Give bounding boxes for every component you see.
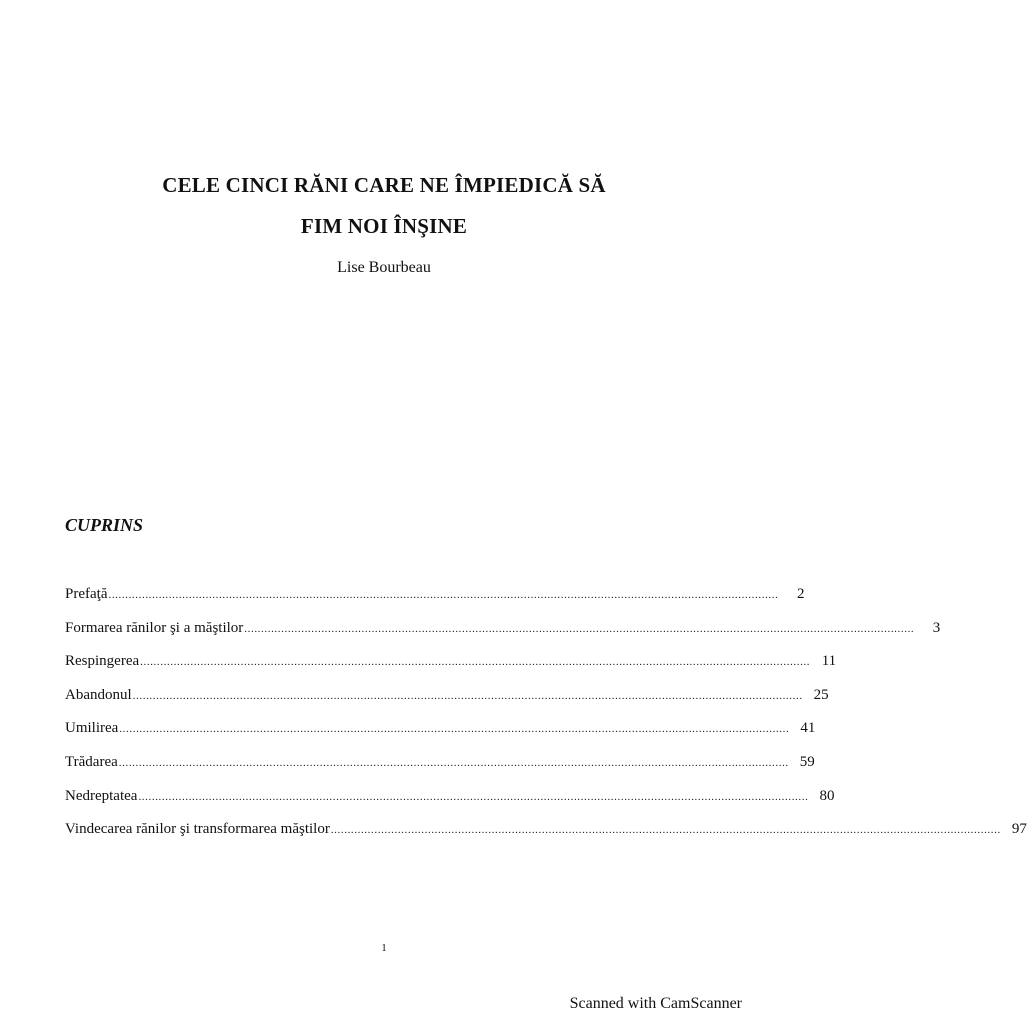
toc-entry [65,786,835,820]
document-author: Lise Bourbeau [337,259,431,276]
toc-entry-label: Respingerea [65,653,140,670]
toc-entry [65,584,805,618]
toc-entry-label: Nedreptatea [65,787,138,804]
toc-leader-dots: ........................................................................................................................................................................................................ [108,589,779,601]
toc-entry [65,752,815,786]
toc-entry-label: Vindecarea rănilor şi transformarea măştilor [65,821,330,838]
table-of-contents [65,584,1027,853]
toc-leader-dots: ........................................................................................................................................................................................................ [119,723,790,736]
toc-entry-page: 41 [800,720,816,737]
toc-entry-page: 2 [796,586,805,602]
toc-leader-dots: ........................................................................................................................................................................................................ [330,824,1001,837]
toc-entry-label: Prefaţă [65,586,108,602]
toc-leader-dots: ........................................................................................................................................................................................................ [138,790,809,803]
toc-leader-dots: ........................................................................................................................................................................................................ [140,656,811,669]
toc-entry-page: 11 [821,653,837,670]
toc-leader-dots: ........................................................................................................................................................................................................ [118,756,789,769]
page-number: 1 [381,942,387,954]
toc-entry [65,718,816,752]
toc-heading: CUPRINS [65,515,144,535]
toc-entry-page: 59 [799,753,815,770]
toc-entry-label: Formarea rănilor şi a măştilor [65,619,244,636]
toc-entry-label: Umilirea [65,720,119,737]
toc-entry [65,819,1027,853]
toc-entry [65,685,829,719]
toc-entry-label: Trădarea [65,753,118,770]
toc-leader-dots: ........................................................................................................................................................................................................ [132,689,803,702]
toc-entry-page: 25 [813,686,829,703]
toc-entry [65,618,941,652]
document-title-line-1: CELE CINCI RĂNI CARE NE ÎMPIEDICĂ SĂ [162,173,606,197]
document-title-line-2: FIM NOI ÎNŞINE [300,214,468,238]
toc-entry-label: Abandonul [65,686,132,703]
toc-leader-dots: ........................................................................................................................................................................................................ [244,622,915,635]
toc-entry-page: 3 [932,619,941,636]
toc-entry [65,651,837,685]
toc-entry-page: 80 [819,787,835,804]
scanner-watermark: Scanned with CamScanner [569,995,742,1012]
toc-entry-page: 97 [1011,821,1027,838]
